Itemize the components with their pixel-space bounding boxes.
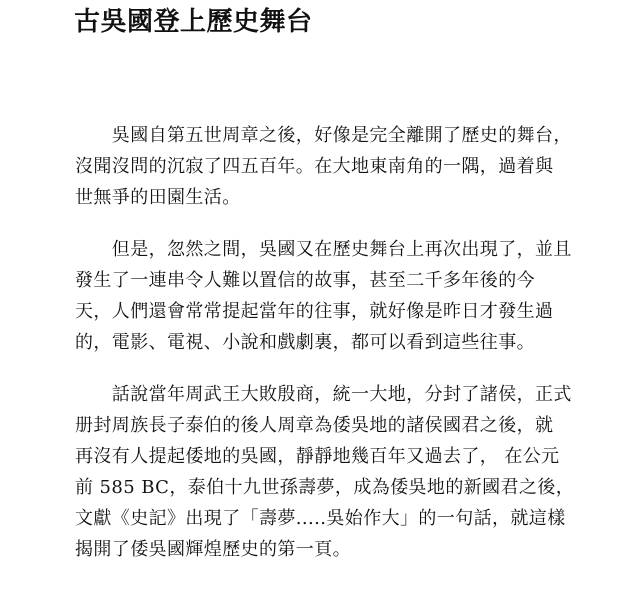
text-line: 前 585 BC，泰伯十九世孫壽夢，成為倭吳地的新國君之後， xyxy=(75,477,575,498)
text-line: 的，電影、電視、小說和戲劇裏，都可以看到這些往事。 xyxy=(75,332,535,353)
text-line: 再沒有人提起倭地的吳國，靜靜地幾百年又過去了， 在公元 xyxy=(75,446,560,467)
paragraph-1 xyxy=(75,120,575,213)
text-line: 文獻《史記》出現了「壽夢.....吳始作大」的一句話，就這樣 xyxy=(75,508,566,529)
paragraph-2 xyxy=(75,234,575,358)
text-line: 册封周族長子泰伯的後人周章為倭吳地的諸侯國君之後，就 xyxy=(75,415,554,436)
text-line: 話說當年周武王大敗殷商，統一大地，分封了諸侯，正式 xyxy=(75,384,572,405)
text-line: 天，人們還會常常提起當年的往事，就好像是昨日才發生過 xyxy=(75,301,554,322)
paragraph-3 xyxy=(75,379,575,565)
text-line: 沒聞沒問的沉寂了四五百年。在大地東南角的一隅，過着與 xyxy=(75,156,554,177)
text-line: 揭開了倭吳國輝煌歷史的第一頁。 xyxy=(75,539,351,560)
text-line: 但是，忽然之間，吳國又在歷史舞台上再次出現了，並且 xyxy=(75,239,572,260)
page-title: 古吳國登上歷史舞台 xyxy=(74,7,313,37)
text-line: 吳國自第五世周章之後，好像是完全離開了歷史的舞台， xyxy=(75,125,572,146)
text-line: 發生了一連串令人難以置信的故事，甚至二千多年後的今 xyxy=(75,270,535,291)
text-line: 世無爭的田園生活。 xyxy=(75,187,241,208)
document-body xyxy=(75,120,575,586)
